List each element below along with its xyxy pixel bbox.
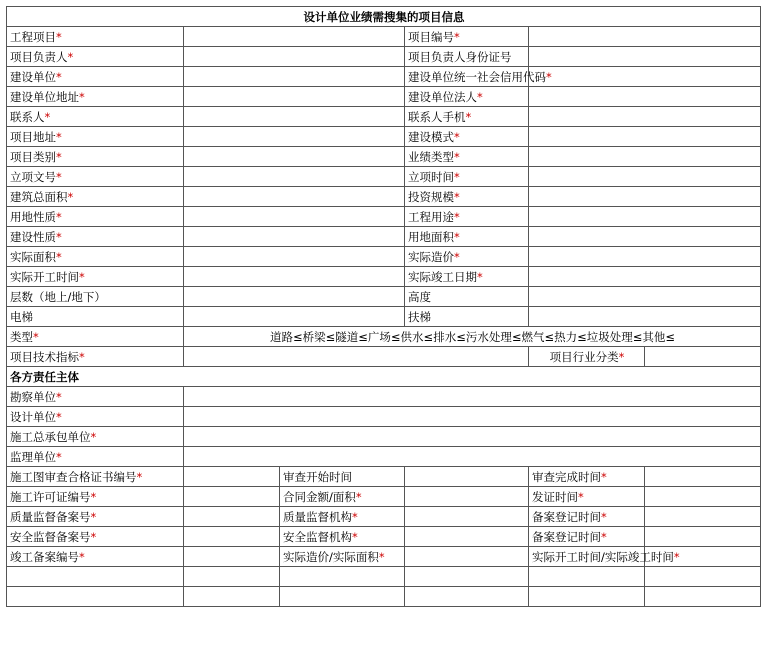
field-label-text: 联系人 [10,109,45,124]
field-value-input[interactable] [529,307,761,327]
required-asterisk: * [56,229,62,244]
field-value-input[interactable] [184,247,405,267]
required-asterisk: * [33,329,39,344]
field-label [7,487,184,507]
type-options: 道路≤桥梁≤隧道≤广场≤供水≤排水≤污水处理≤燃气≤热力≤垃圾处理≤其他≤ [184,327,761,347]
basic-info-row [7,187,761,207]
field-label-text: 施工总承包单位 [10,429,91,444]
required-asterisk: * [56,389,62,404]
field-value-input[interactable] [184,227,405,247]
field-label [280,487,405,507]
field-label-text: 建设性质 [10,229,56,244]
field-value-input[interactable] [529,227,761,247]
grid-row [7,507,761,527]
field-value-input[interactable] [645,567,761,587]
required-asterisk: * [90,429,97,444]
field-value-input[interactable] [280,587,405,607]
field-value-input[interactable] [280,567,405,587]
basic-info-row [7,147,761,167]
required-asterisk: * [355,489,362,504]
field-value-input[interactable] [529,267,761,287]
field-label [7,267,184,287]
tech-row [7,347,761,367]
field-label-text: 实际开工时间 [10,269,79,284]
field-label [529,547,680,567]
required-asterisk: * [454,29,460,44]
field-label-text: 建设单位统一社会信用代码 [408,69,546,84]
field-label-text: 建设模式 [408,129,454,144]
party-row [7,447,761,467]
field-label [405,247,529,267]
required-asterisk: * [454,249,460,264]
required-asterisk: * [67,189,74,204]
title-row [7,7,761,27]
party-row [7,407,761,427]
field-value-input[interactable] [529,147,761,167]
field-label [405,207,529,227]
required-asterisk: * [79,89,85,104]
field-value-input[interactable] [405,507,529,527]
required-asterisk: * [352,509,358,524]
field-value-input[interactable] [184,447,761,467]
required-asterisk: * [90,489,97,504]
field-value-input[interactable] [184,587,280,607]
field-label-text: 立项文号 [10,169,56,184]
field-label-text: 实际面积 [10,249,56,264]
field-label-text: 合同金额/面积 [283,489,356,504]
required-asterisk: * [56,409,62,424]
field-label [405,267,529,287]
field-value-input[interactable] [529,567,645,587]
field-label-text: 用地性质 [10,209,56,224]
basic-info-row [7,247,761,267]
field-value-input[interactable] [184,347,529,367]
field-value-input[interactable] [529,247,761,267]
field-value-input[interactable] [405,547,529,567]
field-value-input[interactable] [405,527,529,547]
field-label-text: 竣工备案编号 [10,549,79,564]
field-label [405,27,529,47]
required-asterisk: * [477,89,483,104]
grid-row [7,467,761,487]
field-value-input[interactable] [184,547,280,567]
field-value-input[interactable] [184,127,405,147]
field-label [405,227,529,247]
field-label-text: 施工图审查合格证书编号 [10,469,137,484]
field-value-input[interactable] [529,47,761,67]
field-label-text: 实际竣工日期 [408,269,477,284]
field-value-input[interactable] [529,187,761,207]
field-label [7,347,184,367]
field-label [7,447,184,467]
required-asterisk: * [454,189,460,204]
required-asterisk: * [352,529,358,544]
field-label [7,427,184,447]
required-asterisk: * [601,529,607,544]
field-value-input[interactable] [529,27,761,47]
field-label [7,507,184,527]
required-asterisk: * [136,469,143,484]
basic-info-row [7,167,761,187]
field-label [280,527,405,547]
field-label-text: 备案登记时间 [532,509,601,524]
field-label [7,87,184,107]
field-value-input[interactable] [405,487,529,507]
field-label-text: 项目编号 [408,29,454,44]
field-value-input[interactable] [529,207,761,227]
field-label [280,547,405,567]
required-asterisk: * [56,69,62,84]
field-label [529,487,645,507]
required-asterisk: * [56,149,62,164]
field-value-input[interactable] [645,487,761,507]
field-label [405,127,529,147]
empty-row [7,587,761,607]
party-row [7,387,761,407]
field-label-text: 项目行业分类 [549,349,619,364]
field-label [7,387,184,407]
field-label [529,467,645,487]
field-label [7,327,184,347]
field-label-text: 工程项目 [10,29,56,44]
field-label-text: 项目负责人身份证号 [408,49,512,64]
section-row [7,367,761,387]
field-label [7,127,184,147]
field-value-input[interactable] [184,107,405,127]
field-label-text: 电梯 [10,309,33,324]
field-label-text: 施工许可证编号 [10,489,91,504]
field-label [405,307,529,327]
empty-row [7,567,761,587]
required-asterisk: * [477,269,483,284]
field-value-input[interactable] [529,167,761,187]
field-label-text: 项目地址 [10,129,56,144]
field-label [7,467,184,487]
field-label-text: 安全监督备案号 [10,529,91,544]
field-label-text: 实际造价 [408,249,454,264]
field-label-text: 投资规模 [408,189,454,204]
basic-info-row [7,127,761,147]
field-value-input[interactable] [405,587,529,607]
field-label-text: 项目类别 [10,149,56,164]
field-label-text: 安全监督机构 [283,529,352,544]
form-title: 设计单位业绩需搜集的项目信息 [7,7,761,27]
field-label-text: 勘察单位 [10,389,56,404]
field-value-input[interactable] [645,527,761,547]
field-value-input[interactable] [529,587,645,607]
field-value-input[interactable] [645,507,761,527]
type-row [7,327,761,347]
field-value-input[interactable] [184,287,405,307]
field-label-text: 层数（地上/地下） [10,289,106,304]
basic-info-row [7,87,761,107]
field-value-input[interactable] [184,147,405,167]
required-asterisk: * [454,129,460,144]
field-value-input[interactable] [184,307,405,327]
basic-info-row [7,207,761,227]
field-value-input[interactable] [184,527,280,547]
field-label [7,227,184,247]
field-value-input[interactable] [184,267,405,287]
field-label-text: 备案登记时间 [532,529,601,544]
field-value-input[interactable] [184,67,405,87]
basic-info-row [7,27,761,47]
field-value-input[interactable] [405,567,529,587]
field-value-input[interactable] [645,587,761,607]
field-label-text: 建设单位法人 [408,89,477,104]
basic-info-row [7,307,761,327]
field-value-input[interactable] [184,167,405,187]
field-label-text: 质量监督机构 [283,509,352,524]
required-asterisk: * [673,549,680,564]
field-label-text: 实际开工时间/实际竣工时间 [532,549,674,564]
required-asterisk: * [56,129,62,144]
grid-row [7,487,761,507]
required-asterisk: * [601,469,607,484]
field-value-input[interactable] [529,287,761,307]
field-label-text: 建设单位地址 [10,89,79,104]
basic-info-row [7,227,761,247]
required-asterisk: * [454,209,460,224]
required-asterisk: * [601,509,607,524]
basic-info-row [7,287,761,307]
required-asterisk: * [465,109,472,124]
field-label [529,507,645,527]
field-label-text: 审查开始时间 [283,469,352,484]
field-label-text: 审查完成时间 [532,469,601,484]
field-value-input[interactable] [529,107,761,127]
field-label [405,107,529,127]
field-label [7,407,184,427]
field-label [7,47,184,67]
field-label-text: 工程用途 [408,209,454,224]
field-value-input[interactable] [529,87,761,107]
field-label [405,47,529,67]
field-label [7,247,184,267]
field-label [7,307,184,327]
required-asterisk: * [56,209,62,224]
field-value-input[interactable] [184,47,405,67]
field-label [7,27,184,47]
field-label-text: 类型 [10,329,33,344]
field-label [7,207,184,227]
required-asterisk: * [378,549,385,564]
field-value-input[interactable] [184,507,280,527]
required-asterisk: * [56,29,62,44]
required-asterisk: * [454,169,460,184]
field-label-text: 实际造价/实际面积 [283,549,379,564]
grid-row [7,527,761,547]
field-label-text: 建筑总面积 [10,189,68,204]
field-label [529,527,645,547]
field-label-text: 发证时间 [532,489,578,504]
field-label-text: 立项时间 [408,169,454,184]
required-asterisk: * [454,149,460,164]
field-label-text: 项目负责人 [10,49,68,64]
field-label [7,147,184,167]
field-label [280,467,405,487]
project-info-table [6,6,761,607]
field-label-text: 监理单位 [10,449,56,464]
field-value-input[interactable] [184,387,761,407]
field-value-input[interactable] [184,187,405,207]
field-value-input[interactable] [184,407,761,427]
required-asterisk: * [90,529,97,544]
field-value-input[interactable] [184,487,280,507]
field-value-input[interactable] [184,87,405,107]
field-label [405,87,529,107]
field-value-input[interactable] [184,427,761,447]
field-label [280,507,405,527]
required-asterisk: * [79,349,85,364]
required-asterisk: * [79,269,85,284]
field-value-input[interactable] [184,207,405,227]
field-label [405,187,529,207]
field-label-text: 质量监督备案号 [10,509,91,524]
field-label-text: 扶梯 [408,309,431,324]
field-value-input[interactable] [7,567,184,587]
basic-info-row [7,267,761,287]
field-value-input[interactable] [184,467,280,487]
field-label [7,527,184,547]
field-label-text: 联系人手机 [408,109,466,124]
required-asterisk: * [578,489,584,504]
field-label [405,67,552,87]
field-label-text: 高度 [408,289,431,304]
required-asterisk: * [56,169,62,184]
field-value-input[interactable] [645,467,761,487]
basic-info-row [7,67,761,87]
party-row [7,427,761,447]
field-value-input[interactable] [405,467,529,487]
required-asterisk: * [79,549,85,564]
form-container [6,6,760,607]
field-label-text: 设计单位 [10,409,56,424]
required-asterisk: * [546,69,552,84]
field-value-input[interactable] [529,67,761,87]
field-label [7,547,184,567]
field-label-text: 业绩类型 [408,149,454,164]
required-asterisk: * [56,249,62,264]
section-title: 各方责任主体 [7,367,761,387]
field-label-text: 项目技术指标 [10,349,79,364]
required-asterisk: * [618,349,625,364]
field-label [405,147,529,167]
field-label [7,67,184,87]
field-value-input[interactable] [529,127,761,147]
field-label [7,167,184,187]
field-value-input[interactable] [184,27,405,47]
required-asterisk: * [454,229,460,244]
required-asterisk: * [90,509,97,524]
field-label [529,347,645,367]
field-value-input[interactable] [7,587,184,607]
required-asterisk: * [44,109,51,124]
field-label [7,287,184,307]
field-value-input[interactable] [645,347,761,367]
required-asterisk: * [67,49,74,64]
field-label [405,167,529,187]
field-label [405,287,529,307]
basic-info-row [7,47,761,67]
grid-row [7,547,761,567]
field-label-text: 建设单位 [10,69,56,84]
field-label [7,107,184,127]
basic-info-row [7,107,761,127]
required-asterisk: * [56,449,62,464]
field-label [7,187,184,207]
field-value-input[interactable] [184,567,280,587]
field-label-text: 用地面积 [408,229,454,244]
